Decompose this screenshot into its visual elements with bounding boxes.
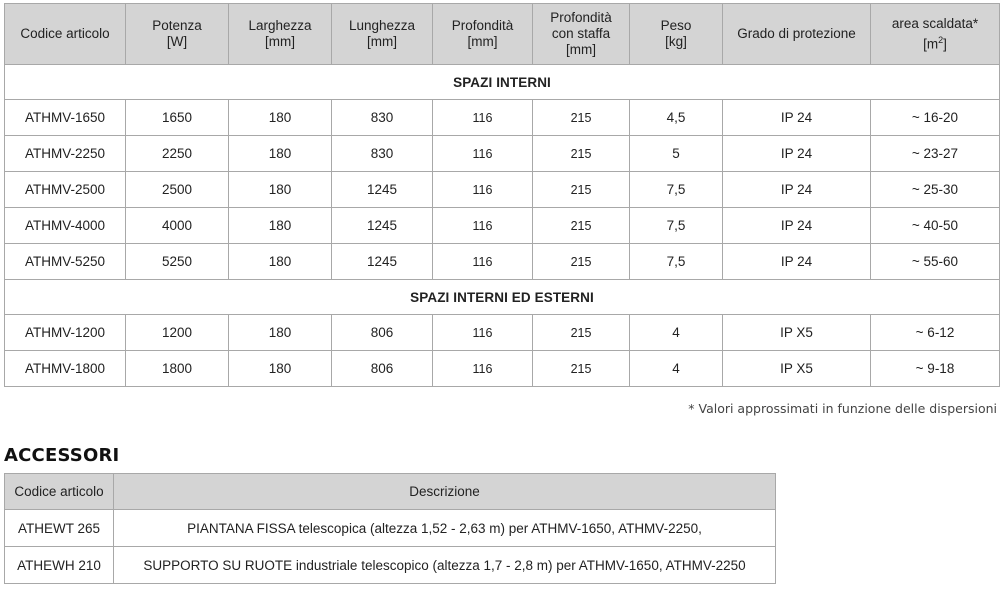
- cell-codice: ATHMV-1650: [5, 100, 126, 136]
- header-profondita: Profondità [mm]: [433, 4, 533, 65]
- cell-profondita: 116: [433, 244, 533, 280]
- cell-profondita: 116: [433, 100, 533, 136]
- cell-peso: 4,5: [630, 100, 723, 136]
- cell-codice: ATHMV-2250: [5, 136, 126, 172]
- cell-area-scaldata: ~ 40-50: [871, 208, 1000, 244]
- cell-area-scaldata: ~ 25-30: [871, 172, 1000, 208]
- cell-larghezza: 180: [229, 244, 332, 280]
- cell-lunghezza: 830: [332, 136, 433, 172]
- header-codice-articolo: Codice articolo: [5, 4, 126, 65]
- accessories-table: [4, 473, 776, 584]
- cell-descrizione: PIANTANA FISSA telescopica (altezza 1,52 - 2,63 m) per ATHMV-1650, ATHMV-2250,: [114, 510, 776, 547]
- cell-grado-protezione: IP 24: [723, 100, 871, 136]
- cell-area-scaldata: ~ 55-60: [871, 244, 1000, 280]
- cell-profondita-staffa: 215: [533, 315, 630, 351]
- cell-area-scaldata: ~ 6-12: [871, 315, 1000, 351]
- header-lunghezza: Lunghezza [mm]: [332, 4, 433, 65]
- cell-potenza: 1200: [126, 315, 229, 351]
- header-potenza: Potenza [W]: [126, 4, 229, 65]
- section-row: [5, 65, 1000, 100]
- table-row: [5, 547, 776, 584]
- cell-grado-protezione: IP 24: [723, 208, 871, 244]
- cell-larghezza: 180: [229, 136, 332, 172]
- cell-lunghezza: 1245: [332, 208, 433, 244]
- cell-profondita: 116: [433, 208, 533, 244]
- cell-potenza: 1650: [126, 100, 229, 136]
- cell-profondita-staffa: 215: [533, 244, 630, 280]
- cell-profondita-staffa: 215: [533, 172, 630, 208]
- table-row: [5, 351, 1000, 387]
- cell-codice: ATHMV-4000: [5, 208, 126, 244]
- cell-larghezza: 180: [229, 351, 332, 387]
- table-row: [5, 100, 1000, 136]
- cell-potenza: 5250: [126, 244, 229, 280]
- cell-grado-protezione: IP 24: [723, 172, 871, 208]
- cell-profondita-staffa: 215: [533, 100, 630, 136]
- header-area-scaldata: area scaldata* $[m^2]$: [871, 4, 1000, 65]
- section-title: SPAZI INTERNI ED ESTERNI: [5, 280, 1000, 315]
- cell-larghezza: 180: [229, 208, 332, 244]
- header-codice-articolo: Codice articolo: [5, 474, 114, 510]
- header-larghezza: Larghezza [mm]: [229, 4, 332, 65]
- cell-potenza: 1800: [126, 351, 229, 387]
- cell-area-scaldata: ~ 9-18: [871, 351, 1000, 387]
- cell-descrizione: SUPPORTO SU RUOTE industriale telescopico (altezza 1,7 - 2,8 m) per ATHMV-1650, ATHMV-2250: [114, 547, 776, 584]
- cell-grado-protezione: IP 24: [723, 244, 871, 280]
- table-row: [5, 172, 1000, 208]
- cell-lunghezza: 806: [332, 351, 433, 387]
- header-profondita-staffa: Profondità con staffa [mm]: [533, 4, 630, 65]
- cell-codice: ATHMV-1800: [5, 351, 126, 387]
- cell-lunghezza: 830: [332, 100, 433, 136]
- cell-profondita-staffa: 215: [533, 208, 630, 244]
- table-row: [5, 315, 1000, 351]
- cell-peso: 4: [630, 315, 723, 351]
- cell-codice: ATHEWT 265: [5, 510, 114, 547]
- cell-grado-protezione: IP 24: [723, 136, 871, 172]
- cell-grado-protezione: IP X5: [723, 351, 871, 387]
- cell-profondita: 116: [433, 136, 533, 172]
- cell-codice: ATHEWH 210: [5, 547, 114, 584]
- table-header-row: [5, 4, 1000, 65]
- cell-peso: 5: [630, 136, 723, 172]
- cell-peso: 7,5: [630, 244, 723, 280]
- cell-potenza: 4000: [126, 208, 229, 244]
- cell-peso: 7,5: [630, 172, 723, 208]
- header-descrizione: Descrizione: [114, 474, 776, 510]
- cell-profondita: 116: [433, 351, 533, 387]
- table-row: [5, 208, 1000, 244]
- cell-lunghezza: 1245: [332, 244, 433, 280]
- footnote: * Valori approssimati in funzione delle dispersioni: [688, 401, 997, 416]
- cell-codice: ATHMV-1200: [5, 315, 126, 351]
- header-peso: Peso [kg]: [630, 4, 723, 65]
- cell-profondita-staffa: 215: [533, 351, 630, 387]
- cell-profondita-staffa: 215: [533, 136, 630, 172]
- table-row: [5, 136, 1000, 172]
- cell-codice: ATHMV-5250: [5, 244, 126, 280]
- cell-potenza: 2500: [126, 172, 229, 208]
- cell-potenza: 2250: [126, 136, 229, 172]
- table-row: [5, 510, 776, 547]
- cell-grado-protezione: IP X5: [723, 315, 871, 351]
- accessories-header-row: [5, 474, 776, 510]
- cell-lunghezza: 806: [332, 315, 433, 351]
- header-grado-protezione: Grado di protezione: [723, 4, 871, 65]
- cell-lunghezza: 1245: [332, 172, 433, 208]
- cell-profondita: 116: [433, 315, 533, 351]
- product-spec-table: [4, 3, 1000, 387]
- cell-peso: 7,5: [630, 208, 723, 244]
- section-title: SPAZI INTERNI: [5, 65, 1000, 100]
- cell-larghezza: 180: [229, 100, 332, 136]
- cell-larghezza: 180: [229, 315, 332, 351]
- table-row: [5, 244, 1000, 280]
- cell-area-scaldata: ~ 16-20: [871, 100, 1000, 136]
- cell-area-scaldata: ~ 23-27: [871, 136, 1000, 172]
- cell-codice: ATHMV-2500: [5, 172, 126, 208]
- cell-peso: 4: [630, 351, 723, 387]
- cell-larghezza: 180: [229, 172, 332, 208]
- section-row: [5, 280, 1000, 315]
- accessories-title: ACCESSORI: [4, 445, 120, 466]
- cell-profondita: 116: [433, 172, 533, 208]
